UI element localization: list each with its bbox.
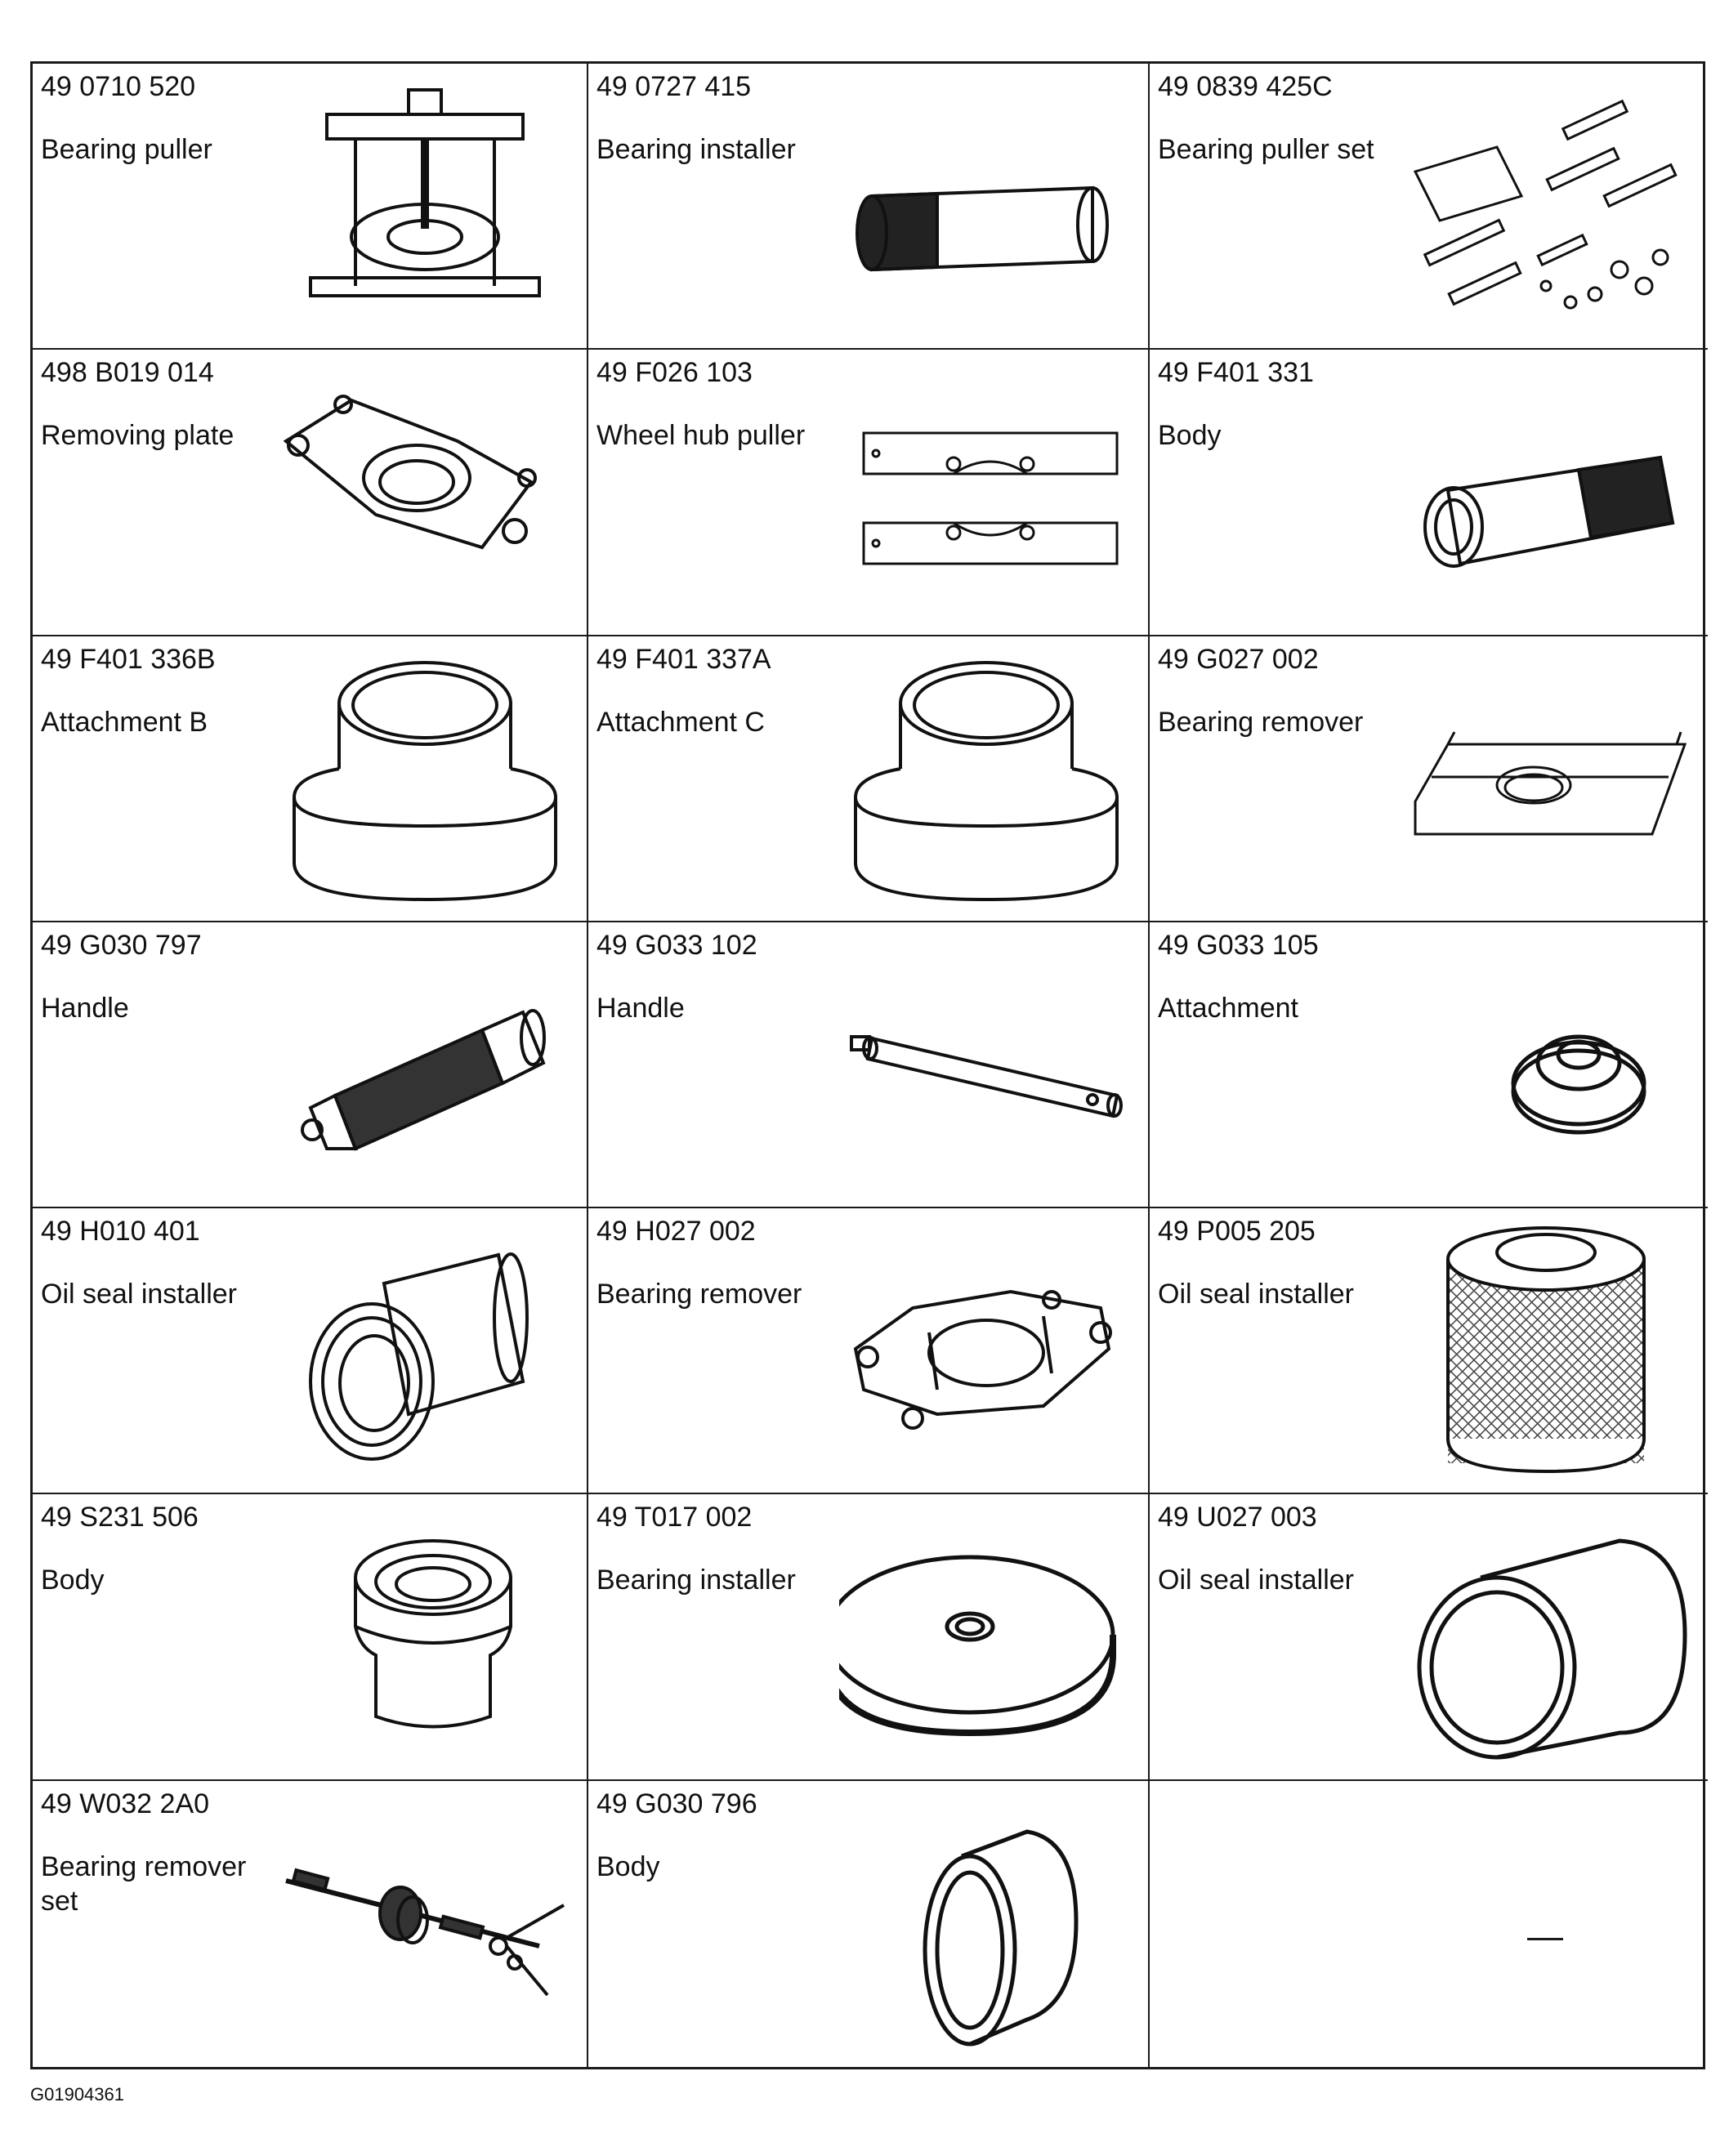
attachment-c-icon xyxy=(839,654,1133,908)
tool-number: 49 S231 506 xyxy=(41,1502,199,1533)
tool-number: 49 U027 003 xyxy=(1158,1502,1317,1533)
tool-number: 49 G030 797 xyxy=(41,929,202,961)
slide-hammer-icon xyxy=(278,1799,572,2052)
disc-icon xyxy=(839,1512,1133,1765)
tool-number: 49 0727 415 xyxy=(596,71,752,102)
tool-cell xyxy=(1150,1494,1708,1780)
figure-id: G01904361 xyxy=(30,2084,124,2105)
oil-seal-installer-icon xyxy=(278,1226,572,1480)
tool-cell xyxy=(588,922,1150,1208)
tool-name: Attachment C xyxy=(596,706,765,738)
tool-cell xyxy=(1150,350,1708,636)
tool-number: 498 B019 014 xyxy=(41,357,214,389)
tool-number: 49 F401 336B xyxy=(41,643,216,675)
body-tube-icon xyxy=(1399,368,1693,621)
tool-cell xyxy=(33,1494,588,1780)
tool-name: Bearing installer xyxy=(596,1565,796,1596)
tool-name: Handle xyxy=(596,992,685,1024)
tool-name: Bearing puller set xyxy=(1158,134,1374,165)
tool-cell xyxy=(33,636,588,922)
tool-cell xyxy=(33,64,588,350)
tool-number: 49 0839 425C xyxy=(1158,71,1333,102)
tool-name: Oil seal installer xyxy=(1158,1279,1354,1310)
attachment-b-icon xyxy=(278,654,572,908)
empty-cell xyxy=(1150,1781,1708,2067)
tool-number: 49 G027 002 xyxy=(1158,643,1319,675)
tool-number: 49 G030 796 xyxy=(596,1788,757,1819)
tool-number: 49 F401 337A xyxy=(596,643,771,675)
special-tools-table xyxy=(30,61,1705,2069)
tool-cell xyxy=(588,636,1150,922)
tool-number: 49 W032 2A0 xyxy=(41,1788,210,1819)
tool-name: Body xyxy=(41,1565,105,1596)
bearing-puller-set-icon xyxy=(1399,82,1693,335)
tool-name: Body xyxy=(596,1850,660,1882)
tool-cell xyxy=(33,1208,588,1494)
tool-cell xyxy=(588,350,1150,636)
tool-cell xyxy=(588,1494,1150,1780)
bearing-remover-plate-icon xyxy=(1399,654,1693,908)
knurled-handle-icon xyxy=(278,940,572,1194)
tool-name: Body xyxy=(1158,420,1222,452)
tool-number: 49 0710 520 xyxy=(41,71,196,102)
tool-name: Bearing puller xyxy=(41,134,212,165)
tool-cell xyxy=(1150,922,1708,1208)
tool-number: 49 G033 105 xyxy=(1158,929,1319,961)
bearing-puller-icon xyxy=(278,82,572,335)
wheel-hub-puller-icon xyxy=(839,368,1133,621)
tool-cell xyxy=(33,1781,588,2067)
tool-cell xyxy=(1150,636,1708,922)
tool-cell xyxy=(588,1781,1150,2067)
knurled-cylinder-icon xyxy=(1399,1226,1693,1480)
tool-name: Bearing remover set xyxy=(41,1850,247,1917)
tool-cell xyxy=(33,922,588,1208)
tool-name: Attachment xyxy=(1158,992,1298,1024)
tool-name: Oil seal installer xyxy=(1158,1565,1354,1596)
tool-number: 49 T017 002 xyxy=(596,1502,753,1533)
tool-number: 49 H027 002 xyxy=(596,1216,756,1248)
cylinder-icon xyxy=(1399,1512,1693,1765)
bearing-remover-clamp-icon xyxy=(839,1226,1133,1480)
ring-body-icon xyxy=(839,1799,1133,2052)
tool-name: Removing plate xyxy=(41,420,235,452)
bearing-installer-tube-icon xyxy=(839,82,1133,335)
tool-cell xyxy=(588,64,1150,350)
tool-cell xyxy=(33,350,588,636)
removing-plate-icon xyxy=(278,368,572,621)
tool-name: Bearing remover xyxy=(1158,706,1364,738)
tool-name: Wheel hub puller xyxy=(596,420,806,452)
tool-number: 49 F401 331 xyxy=(1158,357,1314,389)
rod-handle-icon xyxy=(839,940,1133,1194)
tool-name: Bearing installer xyxy=(596,134,796,165)
tool-cell xyxy=(1150,64,1708,350)
tool-name: Attachment B xyxy=(41,706,208,738)
dash-mark-icon xyxy=(1527,1938,1563,1940)
tool-name: Handle xyxy=(41,992,129,1024)
tool-number: 49 P005 205 xyxy=(1158,1216,1316,1248)
tool-number: 49 H010 401 xyxy=(41,1216,200,1248)
attachment-icon xyxy=(1399,940,1693,1194)
stepped-body-icon xyxy=(278,1512,572,1765)
tool-name: Oil seal installer xyxy=(41,1279,237,1310)
tool-name: Bearing remover xyxy=(596,1279,802,1310)
tool-cell xyxy=(1150,1208,1708,1494)
tool-number: 49 G033 102 xyxy=(596,929,757,961)
tool-number: 49 F026 103 xyxy=(596,357,753,389)
tool-cell xyxy=(588,1208,1150,1494)
